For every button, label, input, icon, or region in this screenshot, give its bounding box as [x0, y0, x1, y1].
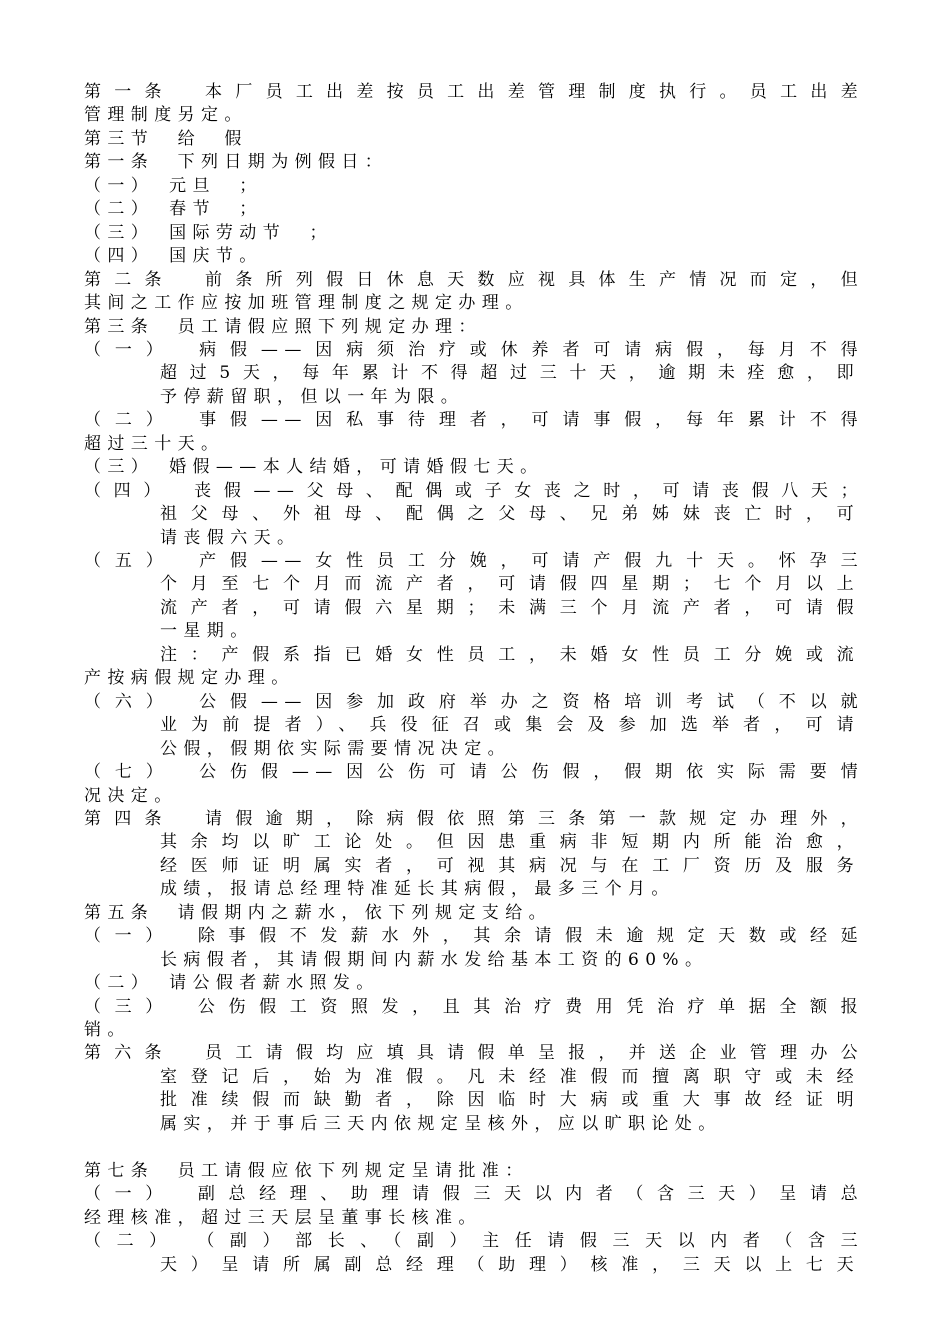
text-line	[84, 1135, 864, 1159]
text-line: 第二条 前条所列假日休息天数应视具体生产情况而定，但	[84, 269, 864, 290]
text-line: 销。	[84, 1020, 131, 1040]
text-line: （一） 除事假不发薪水外，其余请假未逾规定天数或经延	[84, 926, 864, 947]
text-line: 经理核准，超过三天层呈董事长核准。	[84, 1207, 482, 1228]
text-line: 公假，假期依实际需要情况决定。	[160, 738, 511, 759]
text-line: （三） 国际劳动节 ；	[84, 222, 333, 243]
text-line: 产按病假规定办理。	[84, 668, 295, 689]
text-line: 请丧假六天。	[160, 527, 301, 548]
text-line: 第五条 请假期内之薪水，依下列规定支给。	[84, 902, 552, 923]
text-line: （二） 事假——因私事待理者，可请事假，每年累计不得	[84, 410, 864, 431]
text-line: 管理制度另定。	[84, 105, 248, 126]
text-line: （二） 春节 ；	[84, 199, 263, 220]
text-line: （五） 产假——女性员工分娩，可请产假九十天。怀孕三	[84, 551, 864, 571]
text-line: （四） 国庆节。	[84, 246, 263, 267]
text-line: 予停薪留职，但以一年为限。	[160, 386, 465, 407]
text-line: （二） （副）部长、（副）主任请假三天以内者（含三	[84, 1231, 864, 1252]
text-line: （三） 婚假——本人结婚，可请婚假七天。	[84, 457, 544, 478]
text-line: 其间之工作应按加班管理制度之规定办理。	[84, 293, 529, 314]
text-line: （一） 元旦 ；	[84, 175, 263, 196]
text-line: （七） 公伤假——因公伤可请公伤假，假期依实际需要情	[84, 762, 864, 783]
text-line: （一） 副总经理、助理请假三天以内者（含三天）呈请总	[84, 1184, 864, 1205]
text-line: 流产者，可请假六星期；未满三个月流产者，可请假	[160, 597, 860, 618]
text-line: 注：产假系指已婚女性员工，未婚女性员工分娩或流	[160, 644, 860, 665]
text-line: 室登记后，始为准假。凡未经准假而擅离职守或未经	[160, 1066, 860, 1087]
text-line: 个月至七个月而流产者，可请假四星期；七个月以上	[160, 574, 860, 595]
text-line: （六） 公假——因参加政府举办之资格培训考试（不以就	[84, 691, 864, 712]
text-line: 超过三十天。	[84, 433, 225, 454]
text-line: （三） 公伤假工资照发，且其治疗费用凭治疗单据全额报	[84, 996, 864, 1017]
text-line: 第七条 员工请假应依下列规定呈请批准：	[84, 1160, 529, 1181]
text-line: 况决定。	[84, 785, 178, 806]
text-line: 其余均以旷工论处。但因患重病非短期内所能治愈，	[160, 832, 860, 853]
text-line: 祖父母、外祖母、配偶之父母、兄弟姊妹丧亡时，可	[160, 504, 860, 525]
text-line: （四） 丧假——父母、配偶或子女丧之时，可请丧假八天；	[84, 480, 864, 501]
text-line: 第四条 请假逾期，除病假依照第三条第一款规定办理外，	[84, 808, 864, 829]
text-line: 业为前提者）、兵役征召或集会及参加选举者，可请	[160, 715, 860, 736]
text-line: 经医师证明属实者，可视其病况与在工厂资历及服务	[160, 855, 860, 876]
text-line: 第一条 下列日期为例假日：	[84, 152, 389, 173]
text-line: 批准续假而缺勤者，除因临时大病或重大事故经证明	[160, 1090, 860, 1111]
text-line: 一星期。	[160, 621, 254, 642]
text-line: 第三节 给 假	[84, 128, 248, 149]
text-line: 第三条 员工请假应照下列规定办理：	[84, 316, 482, 337]
text-line: 第六条 员工请假均应填具请假单呈报，并送企业管理办公	[84, 1043, 864, 1064]
text-line: 成绩，报请总经理特准延长其病假，最多三个月。	[160, 879, 675, 900]
text-line: 第一条 本厂员工出差按员工出差管理制度执行。员工出差	[84, 82, 864, 102]
text-line: （一） 病假——因病须治疗或休养者可请病假，每月不得	[84, 339, 864, 360]
text-line: 长病假者，其请假期间内薪水发给基本工资的60%。	[160, 949, 709, 970]
text-line: （二） 请公假者薪水照发。	[84, 973, 380, 994]
text-line: 属实，并于事后三天内依规定呈核外，应以旷职论处。	[160, 1113, 722, 1134]
text-line: 天）呈请所属副总经理（助理）核准，三天以上七天	[160, 1254, 860, 1275]
text-line: 超过5天，每年累计不得超过三十天，逾期未痊愈，即	[160, 363, 860, 384]
